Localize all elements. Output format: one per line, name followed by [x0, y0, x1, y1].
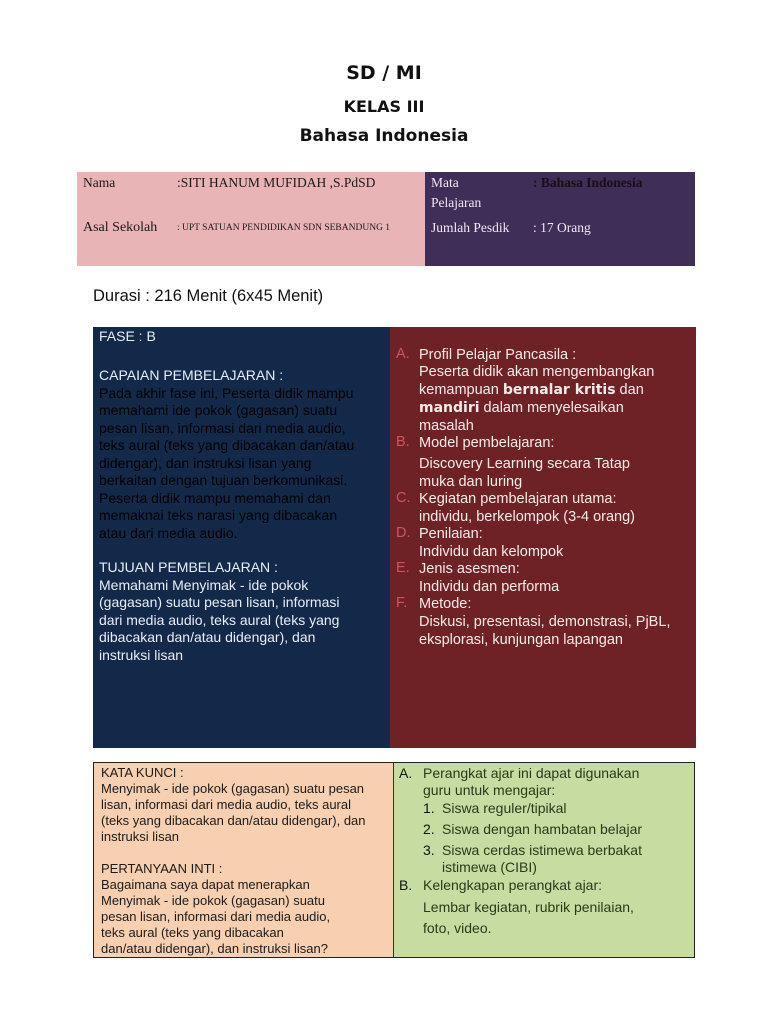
list-letter-a: A. [396, 346, 410, 362]
mapel-value: : Bahasa Indonesia [533, 175, 643, 190]
kegiatan-title: Kegiatan pembelajaran utama: [419, 491, 617, 507]
profil-line: masalah [419, 418, 474, 434]
capaian-line: memahami ide pokok (gagasan) suatu [99, 402, 338, 418]
perangkat-letter-a: A. [399, 765, 413, 781]
profil-title: Profil Pelajar Pancasila : [419, 347, 577, 363]
pertanyaan-title: PERTANYAAN INTI : [101, 861, 223, 876]
asesmen-title: Jenis asesmen: [419, 561, 520, 577]
mapel-label-2: Pelajaran [431, 195, 482, 210]
capaian-line: Peserta didik mampu memahami dan [99, 490, 331, 506]
perangkat-item: Siswa cerdas istimewa berbakat [442, 842, 642, 858]
asesmen-line: Individu dan performa [419, 579, 560, 595]
kelengkapan-title: Kelengkapan perangkat ajar: [423, 877, 603, 893]
metode-line: eksplorasi, kunjungan lapangan [419, 632, 623, 648]
perangkat-num: 2. [423, 821, 435, 837]
perangkat-num: 3. [423, 842, 435, 858]
pertanyaan-line: pesan lisan, informasi dari media audio, [101, 909, 331, 924]
pertanyaan-line: dan/atau didengar), dan instruksi lisan? [101, 941, 328, 956]
metode-title: Metode: [419, 596, 472, 612]
tujuan-line: instruksi lisan [99, 647, 184, 663]
capaian-line: teks aural (teks yang dibacakan dan/atau [99, 437, 355, 453]
nama-value: :SITI HANUM MUFIDAH ,S.PdSD [177, 175, 376, 190]
katakunci-line: (teks yang dibacakan dan/atau didengar), dan [101, 813, 366, 828]
profil-line: kemampuan bernalar kritis dan [419, 382, 644, 398]
info-panel-right [425, 172, 695, 266]
list-letter-c: C. [396, 490, 411, 506]
list-letter-d: D. [396, 525, 411, 541]
penilaian-line: Individu dan kelompok [419, 544, 564, 560]
durasi-text: Durasi : 216 Menit (6x45 Menit) [93, 287, 324, 305]
profil-line: Peserta didik akan mengembangkan [419, 364, 655, 380]
penilaian-title: Penilaian: [419, 526, 483, 542]
katakunci-title: KATA KUNCI : [101, 765, 184, 780]
doc-title-subject: Bahasa Indonesia [299, 126, 469, 146]
tujuan-line: dibacakan dan/atau didengar), dan [99, 629, 316, 645]
mapel-label-1: Mata [431, 175, 459, 190]
list-letter-e: E. [396, 560, 410, 576]
list-letter-f: F. [396, 595, 408, 611]
perangkat-item-cont: istimewa (CIBI) [442, 859, 537, 875]
pertanyaan-line: Bagaimana saya dapat menerapkan [101, 877, 310, 892]
perangkat-letter-b: B. [399, 877, 413, 893]
model-line: muka dan luring [419, 474, 523, 490]
capaian-line: pesan lisan, informasi dari media audio, [99, 420, 346, 436]
capaian-line: berkaitan dengan tujuan berkomunikasi. [99, 472, 348, 488]
katakunci-line: instruksi lisan [101, 829, 180, 844]
fase-label: FASE : B [99, 328, 156, 344]
model-title: Model pembelajaran: [419, 435, 555, 451]
profil-line: mandiri dalam menyelesaikan [419, 400, 624, 416]
kelengkapan-line: Lembar kegiatan, rubrik penilaian, [423, 899, 634, 915]
capaian-line: memaknai teks narasi yang dibacakan [99, 507, 338, 523]
pesdik-label: Jumlah Pesdik [431, 220, 510, 235]
tujuan-title: TUJUAN PEMBELAJARAN : [99, 559, 278, 575]
capaian-line: Pada akhir fase ini, Peserta didik mampu [99, 385, 354, 401]
sekolah-value: : UPT SATUAN PENDIDIKAN SDN SEBANDUNG 1 [177, 223, 391, 233]
pesdik-value: : 17 Orang [533, 220, 591, 235]
tujuan-line: Memahami Menyimak - ide pokok [99, 577, 309, 593]
capaian-line: didengar), dan instruksi lisan yang [99, 455, 312, 471]
info-panel-left [77, 172, 425, 266]
model-line: Discovery Learning secara Tatap [419, 456, 630, 472]
capaian-line: atau dari media audio. [99, 525, 238, 541]
list-letter-b: B. [396, 434, 410, 450]
kegiatan-line: individu, berkelompok (3-4 orang) [419, 509, 635, 525]
sekolah-label: Asal Sekolah [83, 220, 158, 235]
capaian-title: CAPAIAN PEMBELAJARAN : [99, 367, 284, 383]
perangkat-item: Siswa reguler/tipikal [442, 800, 567, 816]
doc-title-level: SD / MI [346, 62, 422, 84]
kelengkapan-line: foto, video. [423, 920, 492, 936]
nama-label: Nama [83, 175, 116, 190]
doc-title-class: KELAS III [343, 97, 425, 116]
pertanyaan-line: teks aural (teks yang dibacakan [101, 925, 284, 940]
perangkat-num: 1. [423, 800, 435, 816]
perangkat-line: guru untuk mengajar: [423, 782, 556, 798]
perangkat-item: Siswa dengan hambatan belajar [442, 821, 643, 837]
pertanyaan-line: Menyimak - ide pokok (gagasan) suatu [101, 893, 326, 908]
katakunci-line: lisan, informasi dari media audio, teks aural [101, 797, 352, 812]
metode-line: Diskusi, presentasi, demonstrasi, PjBL, [419, 614, 671, 630]
tujuan-line: (gagasan) suatu pesan lisan, informasi [99, 594, 340, 610]
perangkat-line: Perangkat ajar ini dapat digunakan [423, 765, 640, 781]
tujuan-line: dari media audio, teks aural (teks yang [99, 612, 340, 628]
katakunci-line: Menyimak - ide pokok (gagasan) suatu pesan [101, 781, 365, 796]
